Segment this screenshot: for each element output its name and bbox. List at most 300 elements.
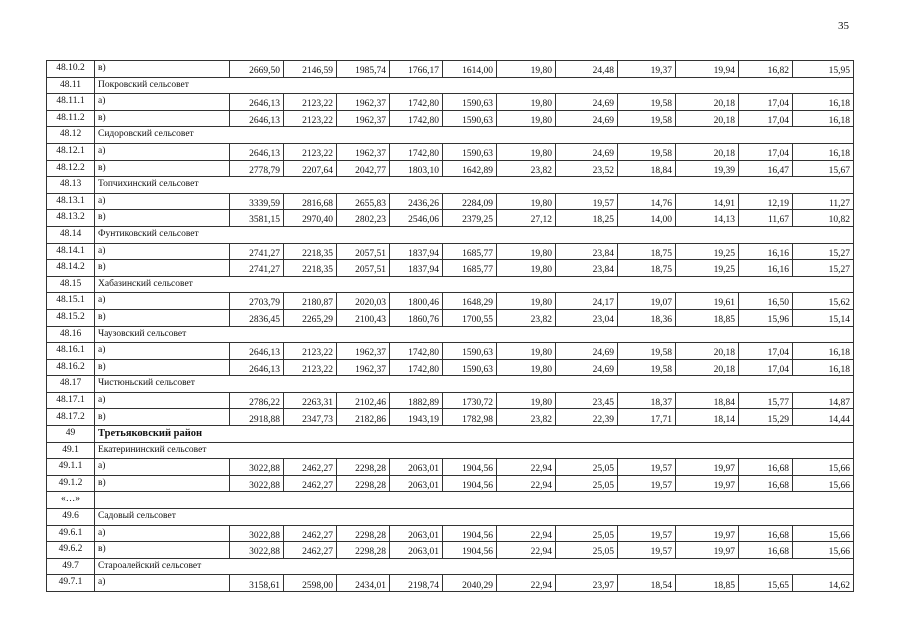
table-cell: 2207,64 xyxy=(284,160,337,177)
row-code: 49.1.2 xyxy=(47,475,95,492)
table-cell: 2063,01 xyxy=(390,459,443,476)
row-subitem: а) xyxy=(95,243,230,260)
table-cell: 25,05 xyxy=(556,459,618,476)
table-cell: 18,85 xyxy=(676,575,739,592)
table-cell: 2970,40 xyxy=(284,210,337,227)
table-cell: 2265,29 xyxy=(284,309,337,326)
table-cell: 20,18 xyxy=(676,359,739,376)
table-cell: 1590,63 xyxy=(443,143,497,160)
row-code: 48.15.1 xyxy=(47,293,95,310)
table-cell: 14,76 xyxy=(618,193,676,210)
table-cell: 2218,35 xyxy=(284,260,337,277)
table-cell: 18,84 xyxy=(676,392,739,409)
table-cell: 15,27 xyxy=(793,243,854,260)
table-cell: 2703,79 xyxy=(230,293,284,310)
table-cell: 2218,35 xyxy=(284,243,337,260)
table-cell: 19,97 xyxy=(676,475,739,492)
table-cell: 16,68 xyxy=(739,475,793,492)
table-cell: 19,58 xyxy=(618,110,676,127)
table-cell: 15,66 xyxy=(793,542,854,559)
table-row xyxy=(47,475,854,492)
row-code: 48.16.2 xyxy=(47,359,95,376)
table-cell: 3022,88 xyxy=(230,459,284,476)
row-subitem: в) xyxy=(95,359,230,376)
table-cell: 1782,98 xyxy=(443,409,497,426)
table-cell: 22,94 xyxy=(497,525,556,542)
table-cell: 19,80 xyxy=(497,343,556,360)
table-cell: 2284,09 xyxy=(443,193,497,210)
table-cell: 15,66 xyxy=(793,475,854,492)
table-cell: 1904,56 xyxy=(443,542,497,559)
table-cell: 19,80 xyxy=(497,193,556,210)
table-cell: 1904,56 xyxy=(443,525,497,542)
table-cell: 19,97 xyxy=(676,459,739,476)
row-code: 49.7.1 xyxy=(47,575,95,592)
row-code: 49.1 xyxy=(47,442,95,459)
table-cell: 16,68 xyxy=(739,525,793,542)
row-code: 48.12 xyxy=(47,127,95,144)
table-cell: 14,00 xyxy=(618,210,676,227)
table-row xyxy=(47,260,854,277)
row-subitem: а) xyxy=(95,525,230,542)
table-cell: 19,97 xyxy=(676,542,739,559)
row-code: 48.14 xyxy=(47,226,95,243)
section-row xyxy=(47,492,854,509)
table-cell: 2042,77 xyxy=(337,160,390,177)
table-cell: 24,69 xyxy=(556,143,618,160)
table-cell: 17,04 xyxy=(739,94,793,111)
row-code: 48.15.2 xyxy=(47,309,95,326)
table-cell: 2347,73 xyxy=(284,409,337,426)
section-name: Хабазинский сельсовет xyxy=(95,276,854,293)
table-cell: 1614,00 xyxy=(443,61,497,78)
section-row xyxy=(47,127,854,144)
table-cell: 1742,80 xyxy=(390,94,443,111)
row-subitem: а) xyxy=(95,293,230,310)
table-cell: 14,44 xyxy=(793,409,854,426)
table-cell: 2057,51 xyxy=(337,243,390,260)
table-cell: 22,94 xyxy=(497,542,556,559)
table-cell: 2063,01 xyxy=(390,542,443,559)
table-cell: 2778,79 xyxy=(230,160,284,177)
tariff-table xyxy=(46,60,854,592)
row-code: 48.17.2 xyxy=(47,409,95,426)
table-cell: 18,85 xyxy=(676,309,739,326)
table-cell: 19,57 xyxy=(618,525,676,542)
table-cell: 15,27 xyxy=(793,260,854,277)
table-row xyxy=(47,575,854,592)
table-cell: 24,48 xyxy=(556,61,618,78)
table-cell: 1700,55 xyxy=(443,309,497,326)
row-subitem: в) xyxy=(95,260,230,277)
table-cell: 16,18 xyxy=(793,94,854,111)
table-cell: 14,87 xyxy=(793,392,854,409)
table-cell: 19,57 xyxy=(618,459,676,476)
row-subitem: в) xyxy=(95,61,230,78)
table-cell: 19,80 xyxy=(497,293,556,310)
table-cell: 23,45 xyxy=(556,392,618,409)
table-cell: 1590,63 xyxy=(443,110,497,127)
table-cell: 17,04 xyxy=(739,343,793,360)
table-cell: 16,68 xyxy=(739,542,793,559)
row-code: 49.6.2 xyxy=(47,542,95,559)
row-code: 48.16.1 xyxy=(47,343,95,360)
row-code: 48.10.2 xyxy=(47,61,95,78)
table-cell: 2741,27 xyxy=(230,243,284,260)
row-code: «…» xyxy=(47,492,95,509)
table-cell: 14,91 xyxy=(676,193,739,210)
table-cell: 25,05 xyxy=(556,475,618,492)
table-cell: 2263,31 xyxy=(284,392,337,409)
table-cell: 17,04 xyxy=(739,110,793,127)
table-cell: 14,13 xyxy=(676,210,739,227)
table-cell: 1962,37 xyxy=(337,343,390,360)
row-subitem: а) xyxy=(95,193,230,210)
table-cell: 2655,83 xyxy=(337,193,390,210)
table-cell: 1962,37 xyxy=(337,359,390,376)
section-row xyxy=(47,226,854,243)
table-cell: 16,16 xyxy=(739,243,793,260)
table-cell: 15,65 xyxy=(739,575,793,592)
table-body xyxy=(47,61,854,592)
table-cell: 2123,22 xyxy=(284,110,337,127)
table-cell: 1730,72 xyxy=(443,392,497,409)
row-subitem: в) xyxy=(95,409,230,426)
table-cell: 23,84 xyxy=(556,243,618,260)
table-cell: 19,57 xyxy=(556,193,618,210)
page-number: 35 xyxy=(838,20,849,32)
section-name: Сидоровский сельсовет xyxy=(95,127,854,144)
table-cell: 19,57 xyxy=(618,475,676,492)
table-cell: 23,84 xyxy=(556,260,618,277)
row-code: 49.7 xyxy=(47,558,95,575)
row-subitem: в) xyxy=(95,475,230,492)
table-cell: 24,69 xyxy=(556,110,618,127)
table-cell: 1882,89 xyxy=(390,392,443,409)
table-cell: 19,57 xyxy=(618,542,676,559)
table-cell: 2123,22 xyxy=(284,94,337,111)
table-cell: 22,39 xyxy=(556,409,618,426)
table-cell: 3022,88 xyxy=(230,525,284,542)
table-cell: 19,39 xyxy=(676,160,739,177)
section-name: Топчихинский сельсовет xyxy=(95,177,854,194)
table-row xyxy=(47,525,854,542)
section-name: Екатерининский сельсовет xyxy=(95,442,854,459)
table-row xyxy=(47,160,854,177)
table-cell: 2180,87 xyxy=(284,293,337,310)
table-cell: 20,18 xyxy=(676,94,739,111)
table-cell: 19,80 xyxy=(497,392,556,409)
table-row xyxy=(47,459,854,476)
table-cell: 16,50 xyxy=(739,293,793,310)
table-cell: 2462,27 xyxy=(284,542,337,559)
table-cell: 15,96 xyxy=(739,309,793,326)
row-code: 48.13.2 xyxy=(47,210,95,227)
table-cell: 3339,59 xyxy=(230,193,284,210)
table-row xyxy=(47,293,854,310)
table-cell: 22,94 xyxy=(497,575,556,592)
table-cell: 23,97 xyxy=(556,575,618,592)
table-row xyxy=(47,143,854,160)
row-code: 49 xyxy=(47,426,95,443)
table-cell: 18,14 xyxy=(676,409,739,426)
row-subitem: в) xyxy=(95,210,230,227)
table-cell: 19,37 xyxy=(618,61,676,78)
table-cell: 1837,94 xyxy=(390,260,443,277)
table-cell: 2646,13 xyxy=(230,143,284,160)
table-row xyxy=(47,110,854,127)
table-cell: 19,97 xyxy=(676,525,739,542)
table-cell: 16,18 xyxy=(793,143,854,160)
table-cell: 19,80 xyxy=(497,110,556,127)
table-row xyxy=(47,94,854,111)
table-cell: 19,07 xyxy=(618,293,676,310)
table-cell: 1962,37 xyxy=(337,110,390,127)
table-row xyxy=(47,409,854,426)
table-cell: 2546,06 xyxy=(390,210,443,227)
table-cell: 1590,63 xyxy=(443,343,497,360)
table-cell: 2598,00 xyxy=(284,575,337,592)
row-code: 48.13 xyxy=(47,177,95,194)
table-cell: 1590,63 xyxy=(443,94,497,111)
table-cell: 2646,13 xyxy=(230,359,284,376)
table-cell: 18,84 xyxy=(618,160,676,177)
row-subitem: а) xyxy=(95,343,230,360)
row-subitem: в) xyxy=(95,110,230,127)
table-cell: 19,80 xyxy=(497,143,556,160)
table-cell: 25,05 xyxy=(556,542,618,559)
row-code: 48.14.2 xyxy=(47,260,95,277)
table-cell: 19,25 xyxy=(676,243,739,260)
table-cell: 18,75 xyxy=(618,243,676,260)
table-cell: 20,18 xyxy=(676,143,739,160)
table-row xyxy=(47,392,854,409)
table-cell: 15,66 xyxy=(793,525,854,542)
section-name: Чаузовский сельсовет xyxy=(95,326,854,343)
table-cell: 18,25 xyxy=(556,210,618,227)
table-cell: 19,58 xyxy=(618,94,676,111)
row-code: 48.17.1 xyxy=(47,392,95,409)
table-cell: 14,62 xyxy=(793,575,854,592)
table-cell: 1742,80 xyxy=(390,143,443,160)
row-code: 49.1.1 xyxy=(47,459,95,476)
table-cell: 2123,22 xyxy=(284,343,337,360)
table-cell: 2040,29 xyxy=(443,575,497,592)
table-cell: 2836,45 xyxy=(230,309,284,326)
table-cell: 1766,17 xyxy=(390,61,443,78)
table-cell: 2298,28 xyxy=(337,459,390,476)
table-cell: 11,67 xyxy=(739,210,793,227)
table-cell: 20,18 xyxy=(676,110,739,127)
table-cell: 24,69 xyxy=(556,343,618,360)
row-code: 49.6.1 xyxy=(47,525,95,542)
table-cell: 19,80 xyxy=(497,260,556,277)
table-cell: 15,62 xyxy=(793,293,854,310)
table-cell: 2462,27 xyxy=(284,475,337,492)
table-cell: 17,04 xyxy=(739,143,793,160)
table-cell: 19,80 xyxy=(497,61,556,78)
table-cell: 17,04 xyxy=(739,359,793,376)
section-row xyxy=(47,442,854,459)
table-cell: 1904,56 xyxy=(443,475,497,492)
section-row xyxy=(47,558,854,575)
table-row xyxy=(47,359,854,376)
row-subitem: а) xyxy=(95,575,230,592)
table-cell: 2918,88 xyxy=(230,409,284,426)
table-cell: 1590,63 xyxy=(443,359,497,376)
table-cell: 16,82 xyxy=(739,61,793,78)
table-cell: 19,25 xyxy=(676,260,739,277)
table-cell: 19,58 xyxy=(618,359,676,376)
table-row xyxy=(47,309,854,326)
row-code: 48.12.1 xyxy=(47,143,95,160)
table-cell: 2100,43 xyxy=(337,309,390,326)
table-cell: 22,94 xyxy=(497,459,556,476)
table-cell: 3022,88 xyxy=(230,542,284,559)
section-name: Чистюньский сельсовет xyxy=(95,376,854,393)
table-row xyxy=(47,343,854,360)
table-cell: 19,58 xyxy=(618,343,676,360)
table-cell: 12,19 xyxy=(739,193,793,210)
table-cell: 2298,28 xyxy=(337,542,390,559)
table-cell: 1742,80 xyxy=(390,343,443,360)
table-cell: 24,69 xyxy=(556,94,618,111)
table-cell: 3022,88 xyxy=(230,475,284,492)
table-cell: 2646,13 xyxy=(230,94,284,111)
table-cell: 1742,80 xyxy=(390,359,443,376)
table-cell: 16,18 xyxy=(793,110,854,127)
table-cell: 2123,22 xyxy=(284,143,337,160)
table-cell: 15,67 xyxy=(793,160,854,177)
table-cell: 19,94 xyxy=(676,61,739,78)
table-cell: 18,36 xyxy=(618,309,676,326)
section-name: Фунтиковский сельсовет xyxy=(95,226,854,243)
table-cell: 23,82 xyxy=(497,409,556,426)
table-cell: 18,54 xyxy=(618,575,676,592)
row-code: 48.17 xyxy=(47,376,95,393)
table-cell: 16,18 xyxy=(793,359,854,376)
table-row xyxy=(47,193,854,210)
row-subitem: а) xyxy=(95,143,230,160)
table-cell: 2063,01 xyxy=(390,475,443,492)
table-cell: 1904,56 xyxy=(443,459,497,476)
table-cell: 2646,13 xyxy=(230,110,284,127)
table-cell: 2434,01 xyxy=(337,575,390,592)
table-cell: 15,29 xyxy=(739,409,793,426)
table-cell: 25,05 xyxy=(556,525,618,542)
table-cell: 1943,19 xyxy=(390,409,443,426)
row-code: 48.11 xyxy=(47,77,95,94)
table-cell: 24,17 xyxy=(556,293,618,310)
table-cell: 2146,59 xyxy=(284,61,337,78)
section-row xyxy=(47,177,854,194)
section-row xyxy=(47,276,854,293)
table-cell: 1962,37 xyxy=(337,143,390,160)
table-cell: 2462,27 xyxy=(284,525,337,542)
table-cell: 15,66 xyxy=(793,459,854,476)
table-cell: 2646,13 xyxy=(230,343,284,360)
table-cell: 23,82 xyxy=(497,160,556,177)
table-cell: 22,94 xyxy=(497,475,556,492)
table-cell: 2379,25 xyxy=(443,210,497,227)
table-cell: 2298,28 xyxy=(337,475,390,492)
region-row xyxy=(47,426,854,443)
table-row xyxy=(47,542,854,559)
table-cell: 1685,77 xyxy=(443,243,497,260)
section-row xyxy=(47,326,854,343)
row-code: 48.14.1 xyxy=(47,243,95,260)
table-cell: 1800,46 xyxy=(390,293,443,310)
table-cell: 16,47 xyxy=(739,160,793,177)
row-code: 48.15 xyxy=(47,276,95,293)
table-cell: 16,68 xyxy=(739,459,793,476)
table-cell: 1962,37 xyxy=(337,94,390,111)
table-cell: 23,04 xyxy=(556,309,618,326)
table-cell: 19,61 xyxy=(676,293,739,310)
table-cell: 2741,27 xyxy=(230,260,284,277)
section-name: Покровский сельсовет xyxy=(95,77,854,94)
table-cell: 24,69 xyxy=(556,359,618,376)
table-cell: 1642,89 xyxy=(443,160,497,177)
table-cell: 20,18 xyxy=(676,343,739,360)
table-cell: 3158,61 xyxy=(230,575,284,592)
table-cell: 1803,10 xyxy=(390,160,443,177)
row-subitem: в) xyxy=(95,309,230,326)
row-code: 49.6 xyxy=(47,509,95,526)
table-cell: 17,71 xyxy=(618,409,676,426)
table-cell: 10,82 xyxy=(793,210,854,227)
table-cell: 1837,94 xyxy=(390,243,443,260)
row-subitem: а) xyxy=(95,94,230,111)
table-row xyxy=(47,61,854,78)
table-cell: 1985,74 xyxy=(337,61,390,78)
row-subitem: в) xyxy=(95,160,230,177)
table-cell: 15,95 xyxy=(793,61,854,78)
row-subitem: а) xyxy=(95,392,230,409)
table-row xyxy=(47,243,854,260)
table-cell: 11,27 xyxy=(793,193,854,210)
table-cell: 1742,80 xyxy=(390,110,443,127)
table-cell: 3581,15 xyxy=(230,210,284,227)
table-cell: 2198,74 xyxy=(390,575,443,592)
table-row xyxy=(47,210,854,227)
table-cell: 23,82 xyxy=(497,309,556,326)
table-cell: 15,14 xyxy=(793,309,854,326)
table-cell: 2802,23 xyxy=(337,210,390,227)
row-code: 48.11.1 xyxy=(47,94,95,111)
table-cell: 2786,22 xyxy=(230,392,284,409)
table-cell: 16,18 xyxy=(793,343,854,360)
table-cell: 1685,77 xyxy=(443,260,497,277)
row-code: 48.11.2 xyxy=(47,110,95,127)
table-cell: 2436,26 xyxy=(390,193,443,210)
table-cell: 2462,27 xyxy=(284,459,337,476)
table-cell: 16,16 xyxy=(739,260,793,277)
table-cell: 19,58 xyxy=(618,143,676,160)
section-name: Садовый сельсовет xyxy=(95,509,854,526)
table-cell: 2182,86 xyxy=(337,409,390,426)
table-cell: 2020,03 xyxy=(337,293,390,310)
table-cell: 19,80 xyxy=(497,94,556,111)
table-cell: 2669,50 xyxy=(230,61,284,78)
table-cell: 2102,46 xyxy=(337,392,390,409)
region-name: Третьяковский район xyxy=(95,426,854,443)
table-cell: 19,80 xyxy=(497,359,556,376)
row-code: 48.13.1 xyxy=(47,193,95,210)
row-code: 48.12.2 xyxy=(47,160,95,177)
table-cell: 15,77 xyxy=(739,392,793,409)
section-row xyxy=(47,77,854,94)
